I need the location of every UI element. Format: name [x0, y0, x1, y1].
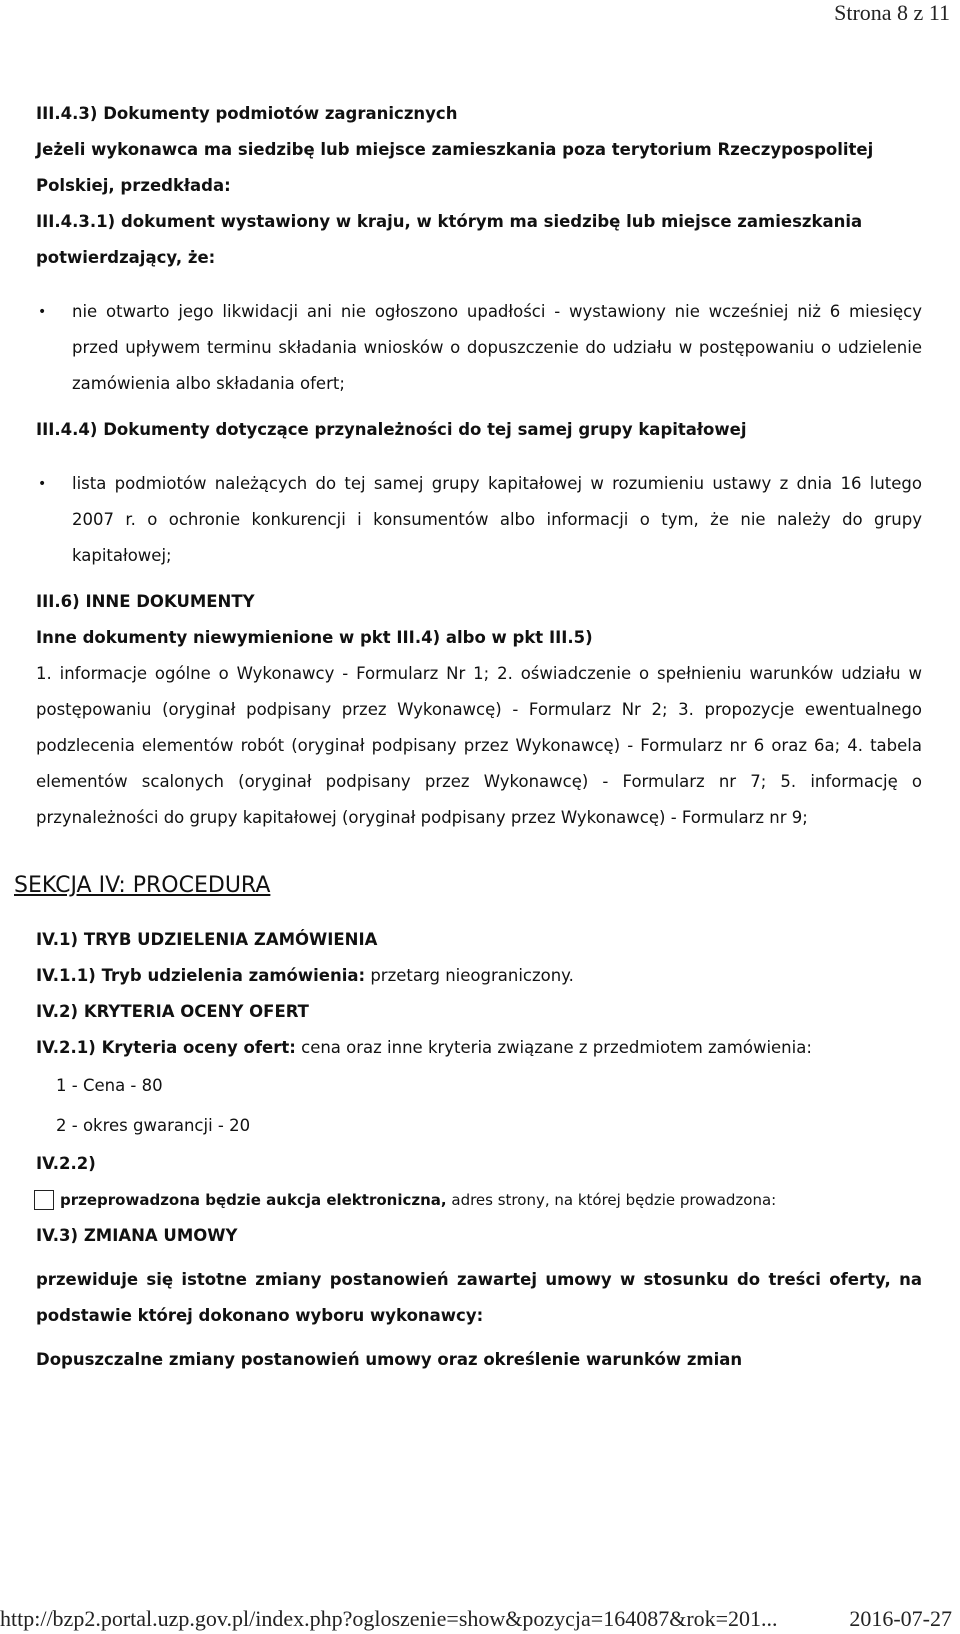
criterion-price: 1 - Cena - 80 [56, 1076, 163, 1095]
section-heading-iii-4-4: III.4.4) Dokumenty dotyczące przynależności do tej samej grupy kapitałowej [36, 420, 747, 439]
procedure-type-row [36, 958, 922, 994]
section-heading-iii-4-3: III.4.3) Dokumenty podmiotów zagranicznych [36, 104, 458, 123]
footer-url[interactable]: http://bzp2.portal.uzp.gov.pl/index.php?ogloszenie=show&pozycja=164087&rok=201... [0, 1606, 778, 1631]
list-item [36, 294, 922, 402]
page-number: Strona 8 z 11 [834, 0, 950, 25]
section-heading-iv-1: IV.1) TRYB UDZIELENIA ZAMÓWIENIA [36, 930, 378, 949]
other-documents-subheading: Inne dokumenty niewymienione w pkt III.4) albo w pkt III.5) [36, 628, 593, 647]
criteria-row [36, 1030, 922, 1066]
auction-address-label: adres strony, na której będzie prowadzona: [446, 1191, 777, 1209]
procedure-type-value: przetarg nieograniczony. [365, 966, 574, 985]
contract-changes-text: przewiduje się istotne zmiany postanowień zawartej umowy w stosunku do treści oferty, na podstawie której dokonano wyboru wykonawcy: [36, 1270, 922, 1325]
other-documents-list: 1. informacje ogólne o Wykonawcy - Formularz Nr 1; 2. oświadczenie o spełnieniu warunków udziału w postępowaniu (oryginał podpisany przez Wykonawcę) - Formularz Nr 2; 3. propozycje ewentualnego podzlecenia elementów robót (oryginał podpisany przez Wykonawcę) - Formularz nr 6 oraz 6a; 4. tabela elementów scalonych (oryginał podpisany przez Wykonawcę) - Formularz nr 7; 5. informację o przynależności do grupy kapitałowej (oryginał podpisany przez Wykonawcę) - Formularz nr 9; [36, 664, 922, 827]
procedure-type-label: IV.1.1) Tryb udzielenia zamówienia: [36, 966, 366, 985]
criterion-warranty: 2 - okres gwarancji - 20 [56, 1116, 251, 1135]
section-heading-iv-3: IV.3) ZMIANA UMOWY [36, 1226, 238, 1245]
page-footer [0, 1600, 960, 1634]
document-body [14, 96, 922, 1378]
auction-checkbox[interactable] [34, 1190, 54, 1210]
footer-date: 2016-07-27 [849, 1606, 952, 1631]
section-heading-iii-6: III.6) INNE DOKUMENTY [36, 592, 255, 611]
bullet-text-liquidation: • nie otwarto jego likwidacji ani nie ogłoszono upadłości - wystawiony nie wcześniej niż 6 miesięcy przed upływem terminu składania wniosków o dopuszczenie do udziału w postępowaniu o udzielenie zamówienia albo składania ofert; [72, 302, 922, 393]
auction-label: przeprowadzona będzie aukcja elektroniczna, [60, 1191, 447, 1209]
bullet-text-capital-group: • lista podmiotów należących do tej samej grupy kapitałowej w rozumieniu ustawy z dnia 16 lutego 2007 r. o ochronie konkurencji i konsumentów albo informacji o tym, że nie należy do grupy kapitałowej; [72, 474, 922, 565]
allowed-changes-text: Dopuszczalne zmiany postanowień umowy oraz określenie warunków zmian [36, 1350, 743, 1369]
criteria-value: cena oraz inne kryteria związane z przedmiotem zamówienia: [295, 1038, 812, 1057]
auction-row [34, 1182, 922, 1218]
section-heading-iv-2-2: IV.2.2) [36, 1154, 96, 1173]
criteria-label: IV.2.1) Kryteria oceny ofert: [36, 1038, 296, 1057]
section-heading-iv-2: IV.2) KRYTERIA OCENY OFERT [36, 1002, 309, 1021]
foreign-entities-intro: Jeżeli wykonawca ma siedzibę lub miejsce zamieszkania poza terytorium Rzeczypospolitej Polskiej, przedkłada: [36, 140, 874, 195]
section-title-iv: SEKCJA IV: PROCEDURA [14, 873, 271, 898]
list-item [36, 466, 922, 574]
section-heading-iii-4-3-1: III.4.3.1) dokument wystawiony w kraju, w którym ma siedzibę lub miejsce zamieszkania potwierdzający, że: [36, 212, 863, 267]
